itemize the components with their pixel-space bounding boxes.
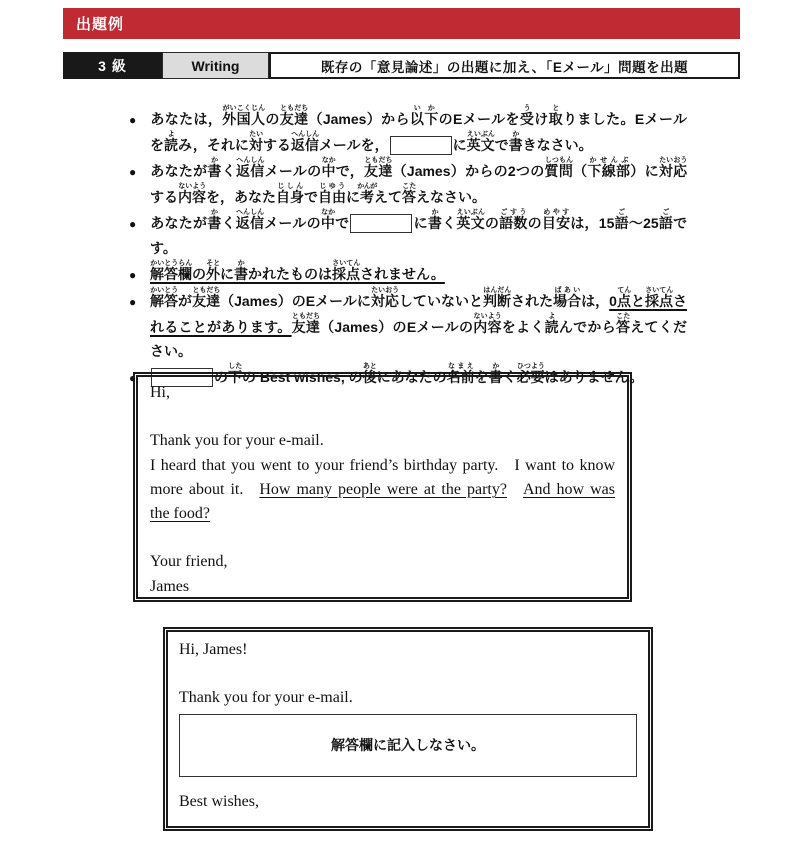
instruction-item-1 (128, 105, 687, 157)
banner-title: 出題例 (76, 16, 125, 33)
instruction-item-2 (128, 157, 687, 209)
bullet-icon: ● (129, 371, 137, 385)
bullet-icon: ● (129, 268, 137, 282)
email-body: I heard that you went to your friend’s birthday party. I want to know more about it. How many people were at the party? And how was the food? (150, 456, 615, 522)
instruction-item-3 (128, 209, 687, 260)
answer-area-box (179, 714, 637, 777)
section-label: Writing (162, 52, 269, 79)
bullet-icon: ● (129, 217, 137, 231)
email-closing: Your friend, (150, 553, 228, 571)
instruction-text: あなたが書かく返信へんしんメールの中なかで に書かく英文えいぶんの語数ごすうの目安めやすは，15語ご〜25語ごです。 (150, 209, 688, 256)
instruction-item-5 (128, 287, 687, 363)
bullet-icon: ● (129, 113, 137, 127)
instruction-item-4 (128, 260, 687, 287)
instruction-text: あなたが書かく返信へんしんメールの中なかで，友達ともだち（James）からの2つの質問しつもん（下線部かせんぶ）に対たい応おうする内容ないようを，あなた自身じしんで自由じゆうに考かんがえて答こたえなさい。 (150, 157, 688, 205)
instructions-list (128, 105, 687, 390)
bullet-icon: ● (129, 165, 137, 179)
received-email-box (133, 372, 632, 602)
email-thanks: Thank you for your e-mail. (150, 432, 324, 450)
reply-greeting: Hi, James! (179, 641, 248, 658)
reply-thanks: Thank you for your e-mail. (179, 689, 353, 707)
instruction-text: 解答かいとうが友達ともだち（James）のEメールに対応たいおうしていないと判断はんだんされた場合ばあいは，0点てんと採さい点てんされることがあります。友達ともだち（James）のEメールの内容ないようをよく読よんでから答こたえてください。 (150, 287, 688, 359)
spacer (150, 526, 615, 550)
instruction-text: の下したの Best wishes, の後あとにあなたの名前なまえを書かく必要ひつようはありません。 (150, 369, 643, 385)
section-banner (63, 8, 740, 39)
header-description: 既存の「意見論述」の出題に加え、「Eメール」問題を出題 (269, 52, 740, 79)
spacer (150, 405, 615, 429)
email-greeting: Hi, (150, 384, 170, 401)
grade-label: 3 級 (63, 52, 162, 79)
reply-closing: Best wishes, (179, 792, 259, 810)
answer-slot-box (390, 136, 452, 155)
bullet-icon: ● (129, 295, 137, 309)
grade-header-bar (63, 52, 740, 79)
answer-area-note: 解答欄に記入しなさい。 (331, 736, 485, 753)
answer-slot-box (350, 214, 412, 233)
reply-email-box (163, 627, 653, 831)
instruction-text: あなたは，外国人がいこくじんの友達ともだち（James）から以下いかのEメールを受うけ取とりました。Eメールを読よみ，それに対たいする返信へんしんメールを， に英文えいぶんで書かきなさい。 (150, 105, 688, 153)
instruction-text: 解答欄かいとうらんの外そとに書かかれたものは採点さいてんされません。 (150, 260, 445, 282)
spacer (179, 662, 637, 686)
email-signature: James (150, 577, 190, 595)
